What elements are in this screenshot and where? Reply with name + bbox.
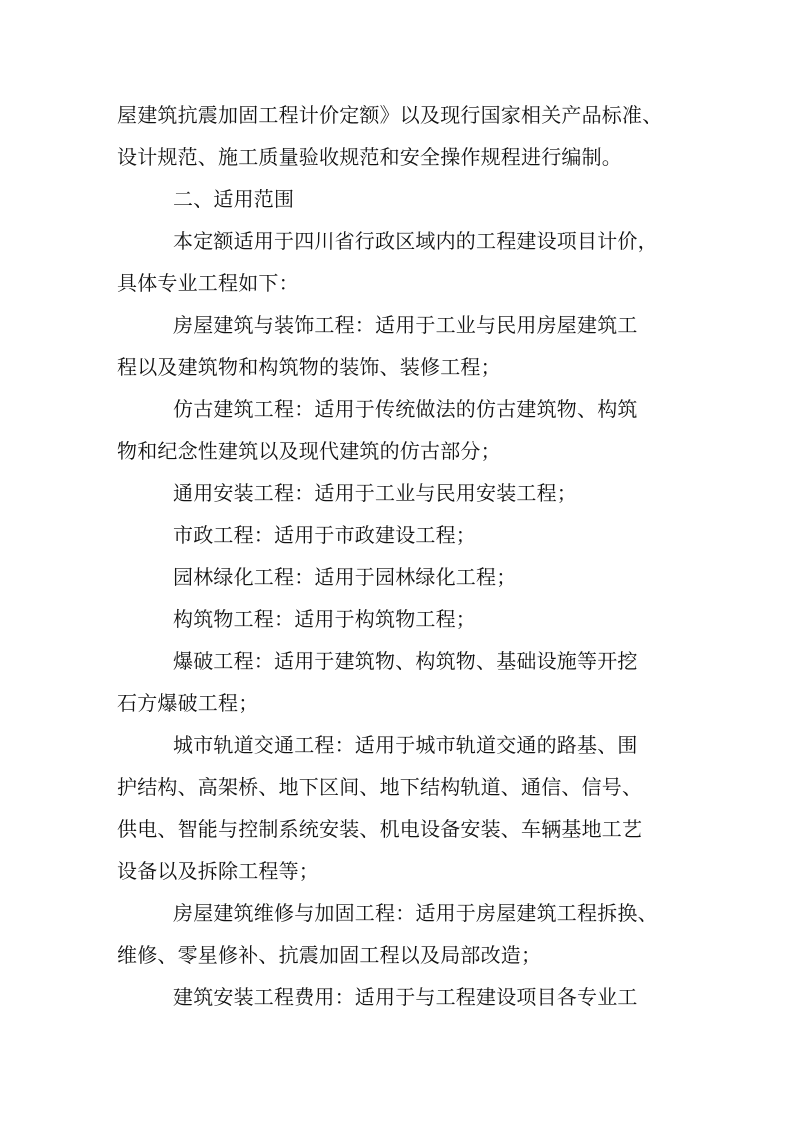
text-line-9: 物和纪念性建筑以及现代建筑的仿古部分；: [117, 439, 501, 463]
text-line-12: 园林绿化工程：适用于园林绿化工程；: [173, 565, 517, 589]
text-line-19: 设备以及拆除工程等；: [117, 859, 319, 883]
text-line-7: 程以及建筑物和构筑物的装饰、装修工程；: [117, 355, 501, 379]
text-line-14: 爆破工程：适用于建筑物、构筑物、基础设施等开挖: [173, 649, 638, 673]
text-line-20: 房屋建筑维修与加固工程：适用于房屋建筑工程拆换、: [173, 901, 658, 925]
text-line-15: 石方爆破工程；: [117, 691, 259, 715]
text-line-5: 具体专业工程如下：: [117, 271, 299, 295]
text-line-10: 通用安装工程：适用于工业与民用安装工程；: [173, 481, 577, 505]
text-line-21: 维修、零星修补、抗震加固工程以及局部改造；: [117, 943, 542, 967]
text-line-11: 市政工程：适用于市政建设工程；: [173, 523, 476, 547]
text-line-18: 供电、智能与控制系统安装、机电设备安装、车辆基地工艺: [117, 817, 643, 841]
text-line-4: 本定额适用于四川省行政区域内的工程建设项目计价，: [173, 229, 658, 253]
text-line-22: 建筑安装工程费用：适用于与工程建设项目各专业工: [173, 985, 638, 1009]
text-line-13: 构筑物工程：适用于构筑物工程；: [173, 607, 476, 631]
text-line-8: 仿古建筑工程：适用于传统做法的仿古建筑物、构筑: [173, 397, 638, 421]
section-heading: 二、适用范围: [173, 187, 295, 211]
text-line-16: 城市轨道交通工程：适用于城市轨道交通的路基、围: [173, 733, 638, 757]
text-line-2: 设计规范、施工质量验收规范和安全操作规程进行编制。: [117, 145, 622, 169]
text-line-1: 屋建筑抗震加固工程计价定额》以及现行国家相关产品标准、: [117, 103, 663, 127]
text-line-17: 护结构、高架桥、地下区间、地下结构轨道、通信、信号、: [117, 775, 643, 799]
text-line-6: 房屋建筑与装饰工程：适用于工业与民用房屋建筑工: [173, 313, 638, 337]
